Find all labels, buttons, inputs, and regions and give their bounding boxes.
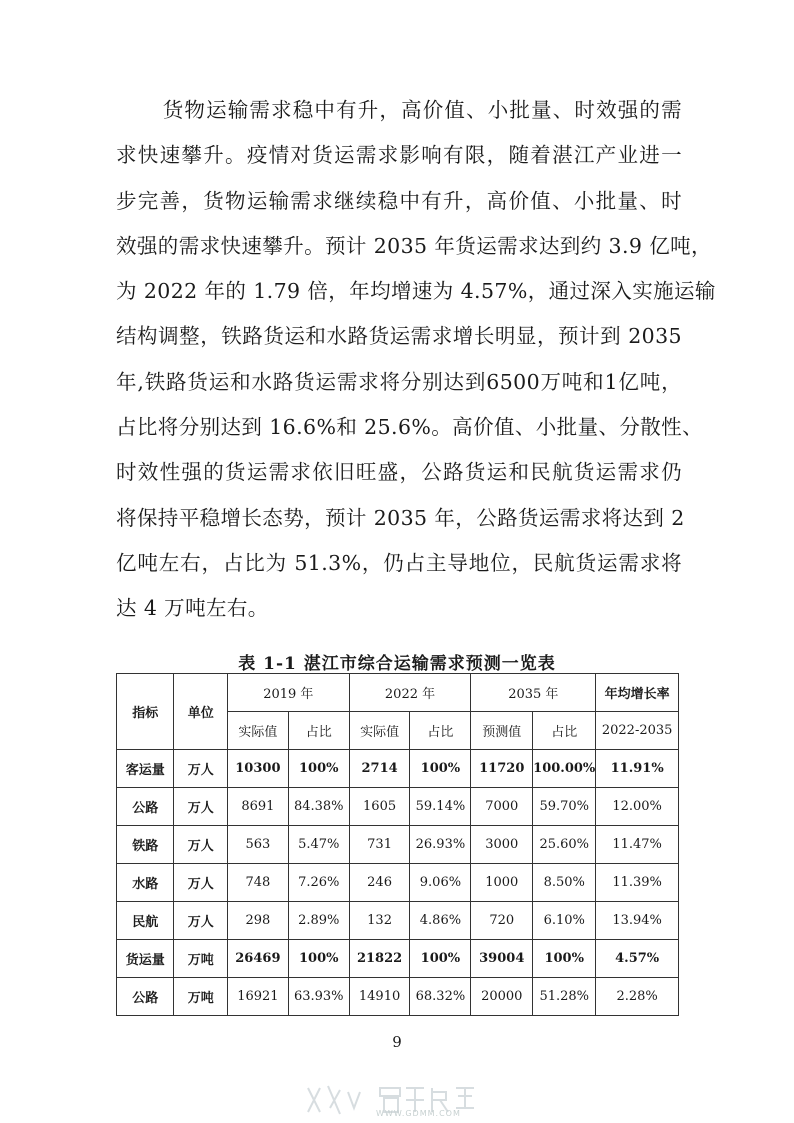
cell-value: 720 bbox=[471, 902, 533, 940]
cell-value: 14910 bbox=[349, 978, 410, 1016]
cell-share: 9.06% bbox=[410, 864, 471, 902]
cell-share: 51.28% bbox=[533, 978, 596, 1016]
row-name: 公路 bbox=[117, 978, 174, 1016]
cell-growth: 11.39% bbox=[596, 864, 679, 902]
row-name: 公路 bbox=[117, 788, 174, 826]
cell-value: 2714 bbox=[349, 750, 410, 788]
cell-growth: 11.91% bbox=[596, 750, 679, 788]
cell-value: 1605 bbox=[349, 788, 410, 826]
cell-growth: 11.47% bbox=[596, 826, 679, 864]
header-growth: 年均增长率 bbox=[596, 674, 679, 712]
paragraph-line: 时效性强的货运需求依旧旺盛，公路货运和民航货运需求仍 bbox=[116, 460, 682, 485]
cell-value: 11720 bbox=[471, 750, 533, 788]
paragraph-line: 求快速攀升。疫情对货运需求影响有限，随着湛江产业进一 bbox=[116, 143, 682, 168]
cell-value: 8691 bbox=[227, 788, 288, 826]
cell-value: 731 bbox=[349, 826, 410, 864]
cell-growth: 4.57% bbox=[596, 940, 679, 978]
paragraph-line: 结构调整，铁路货运和水路货运需求增长明显，预计到 2035 bbox=[116, 324, 682, 349]
row-name: 客运量 bbox=[117, 750, 174, 788]
row-name: 水路 bbox=[117, 864, 174, 902]
subheader-period: 2022-2035 bbox=[596, 712, 679, 750]
row-unit: 万人 bbox=[174, 902, 228, 940]
paragraph-line: 货物运输需求稳中有升，高价值、小批量、时效强的需 bbox=[162, 98, 682, 122]
row-name: 铁路 bbox=[117, 826, 174, 864]
cell-value: 16921 bbox=[227, 978, 288, 1016]
row-unit: 万人 bbox=[174, 826, 228, 864]
paragraph-line: 占比将分别达到 16.6%和 25.6%。高价值、小批量、分散性、 bbox=[116, 415, 703, 440]
cell-share: 6.10% bbox=[533, 902, 596, 940]
cell-value: 26469 bbox=[227, 940, 288, 978]
table-title: 表 1-1 湛江市综合运输需求预测一览表 bbox=[238, 654, 556, 674]
cell-share: 100% bbox=[533, 940, 596, 978]
subheader-share-2022: 占比 bbox=[410, 712, 471, 750]
cell-share: 59.14% bbox=[410, 788, 471, 826]
cell-growth: 2.28% bbox=[596, 978, 679, 1016]
header-2019: 2019 年 bbox=[227, 674, 349, 712]
subheader-actual-2019: 实际值 bbox=[227, 712, 288, 750]
header-unit: 单位 bbox=[174, 674, 228, 750]
paragraph-line: 效强的需求快速攀升。预计 2035 年货运需求达到约 3.9 亿吨， bbox=[116, 233, 712, 258]
cell-value: 298 bbox=[227, 902, 288, 940]
cell-value: 1000 bbox=[471, 864, 533, 902]
table-row bbox=[117, 940, 679, 978]
cell-value: 20000 bbox=[471, 978, 533, 1016]
table-row bbox=[117, 788, 679, 826]
table-row bbox=[117, 978, 679, 1016]
page-number: 9 bbox=[392, 1033, 402, 1051]
cell-share: 100% bbox=[410, 750, 471, 788]
table-header-row bbox=[117, 674, 679, 712]
cell-share: 26.93% bbox=[410, 826, 471, 864]
cell-value: 10300 bbox=[227, 750, 288, 788]
cell-share: 100% bbox=[288, 750, 349, 788]
cell-growth: 12.00% bbox=[596, 788, 679, 826]
cell-value: 3000 bbox=[471, 826, 533, 864]
row-name: 民航 bbox=[117, 902, 174, 940]
cell-growth: 13.94% bbox=[596, 902, 679, 940]
cell-share: 68.32% bbox=[410, 978, 471, 1016]
cell-share: 8.50% bbox=[533, 864, 596, 902]
cell-share: 59.70% bbox=[533, 788, 596, 826]
cell-share: 100% bbox=[288, 940, 349, 978]
paragraph-line: 年,铁路货运和水路货运需求将分别达到6500万吨和1亿吨， bbox=[116, 369, 682, 394]
watermark-logo bbox=[300, 1082, 510, 1118]
paragraph-line: 步完善，货物运输需求继续稳中有升，高价值、小批量、时 bbox=[116, 188, 682, 213]
cell-value: 21822 bbox=[349, 940, 410, 978]
subheader-share-2035: 占比 bbox=[533, 712, 596, 750]
paragraph-line: 亿吨左右，占比为 51.3%，仍占主导地位，民航货运需求将 bbox=[116, 550, 682, 575]
cell-value: 748 bbox=[227, 864, 288, 902]
header-2035: 2035 年 bbox=[471, 674, 596, 712]
row-unit: 万人 bbox=[174, 750, 228, 788]
cell-value: 7000 bbox=[471, 788, 533, 826]
cell-share: 63.93% bbox=[288, 978, 349, 1016]
cell-share: 5.47% bbox=[288, 826, 349, 864]
row-unit: 万吨 bbox=[174, 940, 228, 978]
cell-share: 84.38% bbox=[288, 788, 349, 826]
cell-value: 132 bbox=[349, 902, 410, 940]
cell-share: 100% bbox=[410, 940, 471, 978]
subheader-forecast-2035: 预测值 bbox=[471, 712, 533, 750]
table-row bbox=[117, 750, 679, 788]
row-name: 货运量 bbox=[117, 940, 174, 978]
row-unit: 万人 bbox=[174, 788, 228, 826]
row-unit: 万吨 bbox=[174, 978, 228, 1016]
paragraph-line: 为 2022 年的 1.79 倍，年均增速为 4.57%，通过深入实施运输 bbox=[116, 279, 716, 304]
table-row bbox=[117, 902, 679, 940]
subheader-share-2019: 占比 bbox=[288, 712, 349, 750]
row-unit: 万人 bbox=[174, 864, 228, 902]
watermark-text: WWW.GDMM.COM bbox=[376, 1109, 461, 1118]
table-row bbox=[117, 826, 679, 864]
cell-share: 2.89% bbox=[288, 902, 349, 940]
paragraph-line: 达 4 万吨左右。 bbox=[116, 596, 269, 621]
paragraph-line: 将保持平稳增长态势，预计 2035 年，公路货运需求将达到 2 bbox=[116, 505, 685, 530]
cell-value: 563 bbox=[227, 826, 288, 864]
header-indicator: 指标 bbox=[117, 674, 174, 750]
cell-share: 7.26% bbox=[288, 864, 349, 902]
cell-value: 246 bbox=[349, 864, 410, 902]
header-2022: 2022 年 bbox=[349, 674, 471, 712]
subheader-actual-2022: 实际值 bbox=[349, 712, 410, 750]
cell-share: 25.60% bbox=[533, 826, 596, 864]
body-paragraph bbox=[116, 88, 716, 632]
forecast-table bbox=[116, 673, 679, 1016]
table-row bbox=[117, 864, 679, 902]
cell-value: 39004 bbox=[471, 940, 533, 978]
cell-share: 100.00% bbox=[533, 750, 596, 788]
cell-share: 4.86% bbox=[410, 902, 471, 940]
